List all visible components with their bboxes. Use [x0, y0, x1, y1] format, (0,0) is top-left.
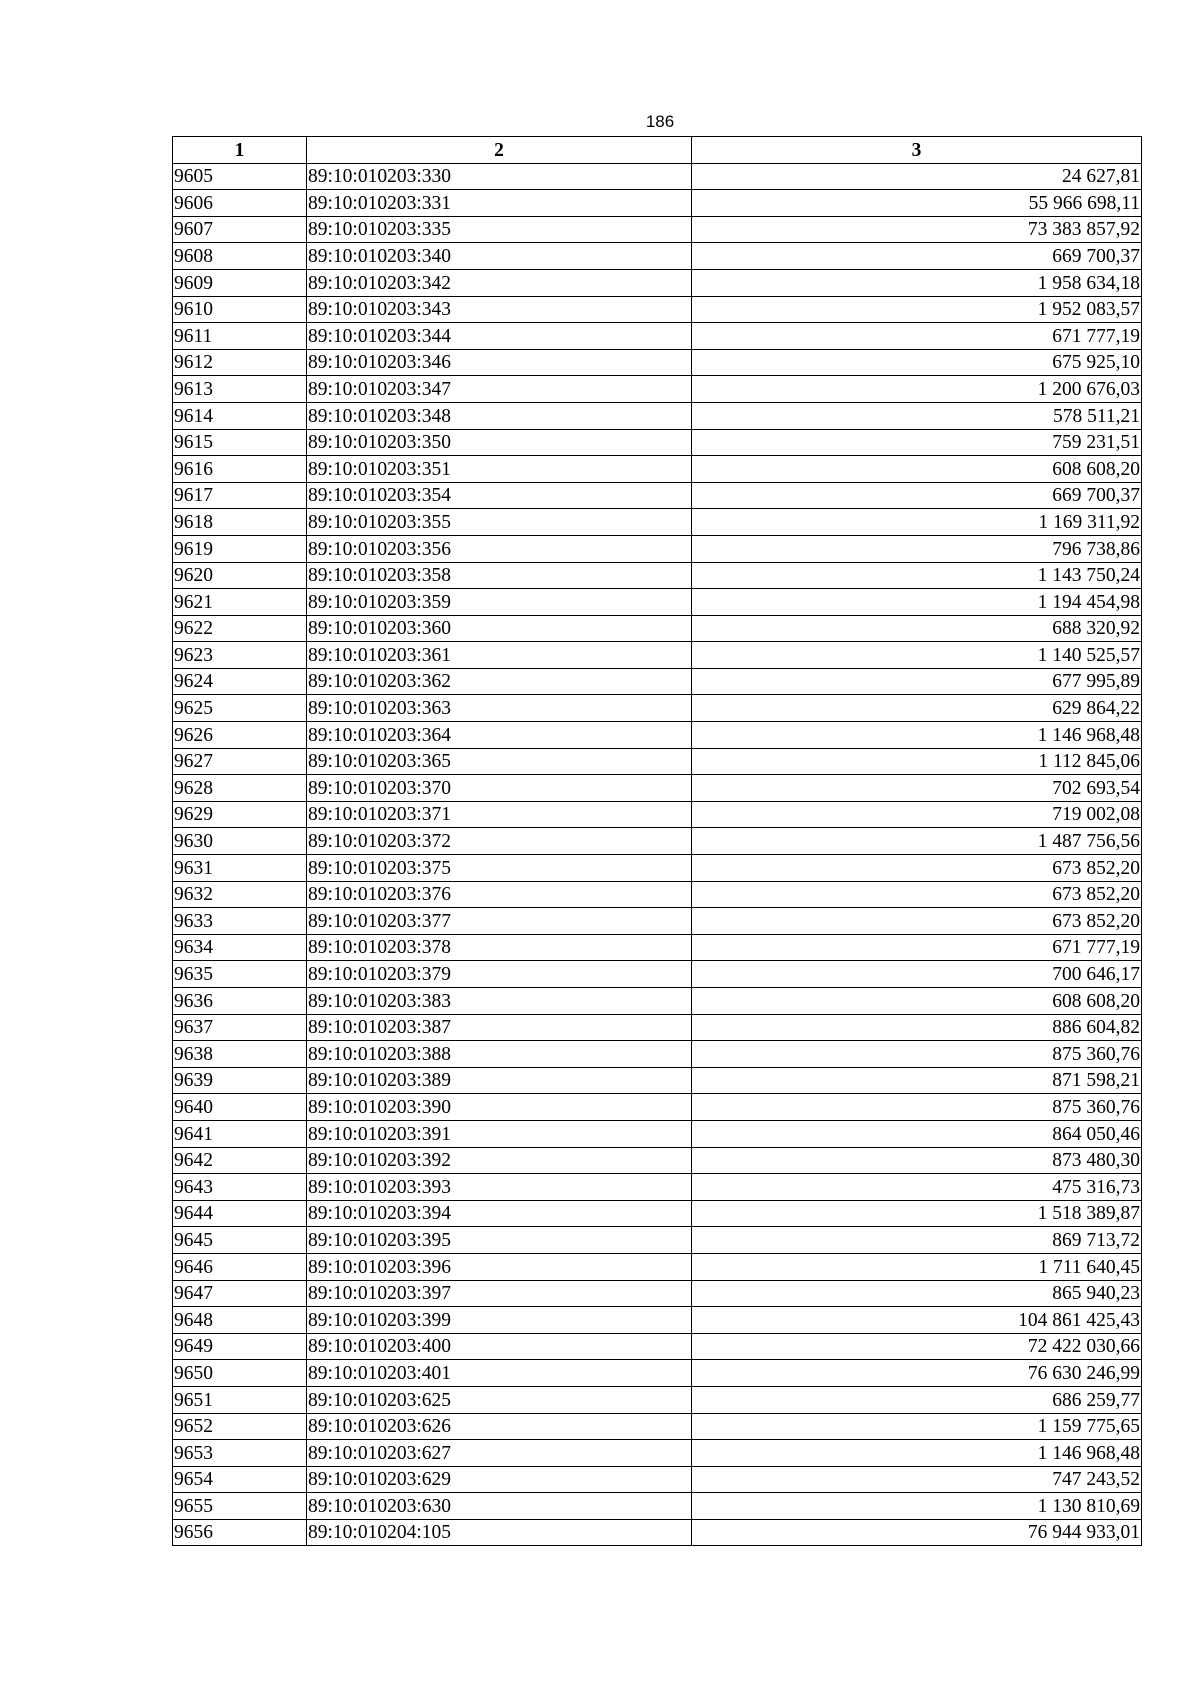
cadastral-number-cell: 89:10:010203:365	[307, 748, 692, 775]
row-number-cell: 9642	[173, 1147, 307, 1174]
row-number-cell: 9636	[173, 988, 307, 1015]
row-number-cell: 9608	[173, 243, 307, 270]
row-number-cell: 9647	[173, 1280, 307, 1307]
cadastral-number-cell: 89:10:010203:399	[307, 1307, 692, 1334]
table-row	[173, 642, 1142, 669]
table-row	[173, 1466, 1142, 1493]
row-number-cell: 9648	[173, 1307, 307, 1334]
cadastral-number-cell: 89:10:010203:626	[307, 1413, 692, 1440]
row-number-cell: 9643	[173, 1174, 307, 1201]
value-cell: 1 159 775,65	[692, 1413, 1142, 1440]
table-row	[173, 269, 1142, 296]
table-row	[173, 908, 1142, 935]
value-cell: 673 852,20	[692, 908, 1142, 935]
table-row	[173, 695, 1142, 722]
table-row	[173, 482, 1142, 509]
row-number-cell: 9637	[173, 1014, 307, 1041]
cadastral-number-cell: 89:10:010203:375	[307, 855, 692, 882]
cadastral-number-cell: 89:10:010203:393	[307, 1174, 692, 1201]
row-number-cell: 9606	[173, 190, 307, 217]
cadastral-number-cell: 89:10:010203:343	[307, 296, 692, 323]
table-row	[173, 1333, 1142, 1360]
table-row	[173, 1413, 1142, 1440]
row-number-cell: 9615	[173, 429, 307, 456]
cadastral-number-cell: 89:10:010203:394	[307, 1200, 692, 1227]
row-number-cell: 9629	[173, 801, 307, 828]
row-number-cell: 9656	[173, 1519, 307, 1546]
value-cell: 55 966 698,11	[692, 190, 1142, 217]
value-cell: 1 146 968,48	[692, 1440, 1142, 1467]
table-row	[173, 668, 1142, 695]
cadastral-number-cell: 89:10:010203:383	[307, 988, 692, 1015]
table-header	[173, 137, 1142, 164]
cadastral-number-cell: 89:10:010203:348	[307, 402, 692, 429]
value-cell: 700 646,17	[692, 961, 1142, 988]
value-cell: 1 169 311,92	[692, 509, 1142, 536]
data-table	[172, 136, 1142, 1546]
table-row	[173, 1440, 1142, 1467]
value-cell: 671 777,19	[692, 934, 1142, 961]
row-number-cell: 9638	[173, 1041, 307, 1068]
table-row	[173, 722, 1142, 749]
table-row	[173, 535, 1142, 562]
value-cell: 1 518 389,87	[692, 1200, 1142, 1227]
table-row	[173, 562, 1142, 589]
table-row	[173, 988, 1142, 1015]
table-row	[173, 748, 1142, 775]
row-number-cell: 9641	[173, 1120, 307, 1147]
cadastral-number-cell: 89:10:010203:354	[307, 482, 692, 509]
cadastral-number-cell: 89:10:010203:627	[307, 1440, 692, 1467]
cadastral-number-cell: 89:10:010203:400	[307, 1333, 692, 1360]
row-number-cell: 9610	[173, 296, 307, 323]
row-number-cell: 9640	[173, 1094, 307, 1121]
cadastral-number-cell: 89:10:010203:350	[307, 429, 692, 456]
row-number-cell: 9620	[173, 562, 307, 589]
table-row	[173, 376, 1142, 403]
value-cell: 865 940,23	[692, 1280, 1142, 1307]
row-number-cell: 9617	[173, 482, 307, 509]
cadastral-number-cell: 89:10:010203:371	[307, 801, 692, 828]
table-row	[173, 1280, 1142, 1307]
row-number-cell: 9605	[173, 163, 307, 190]
table-row	[173, 881, 1142, 908]
value-cell: 869 713,72	[692, 1227, 1142, 1254]
header-col-3: 3	[692, 137, 1142, 164]
cadastral-number-cell: 89:10:010203:376	[307, 881, 692, 908]
cadastral-number-cell: 89:10:010203:347	[307, 376, 692, 403]
cadastral-number-cell: 89:10:010203:390	[307, 1094, 692, 1121]
value-cell: 1 952 083,57	[692, 296, 1142, 323]
value-cell: 673 852,20	[692, 855, 1142, 882]
cadastral-number-cell: 89:10:010203:401	[307, 1360, 692, 1387]
value-cell: 702 693,54	[692, 775, 1142, 802]
table-row	[173, 828, 1142, 855]
cadastral-number-cell: 89:10:010203:391	[307, 1120, 692, 1147]
value-cell: 719 002,08	[692, 801, 1142, 828]
table-row	[173, 429, 1142, 456]
table-row	[173, 1253, 1142, 1280]
table-row	[173, 775, 1142, 802]
header-row	[173, 137, 1142, 164]
cadastral-number-cell: 89:10:010203:360	[307, 615, 692, 642]
row-number-cell: 9646	[173, 1253, 307, 1280]
cadastral-number-cell: 89:10:010203:378	[307, 934, 692, 961]
row-number-cell: 9639	[173, 1067, 307, 1094]
cadastral-number-cell: 89:10:010203:389	[307, 1067, 692, 1094]
cadastral-number-cell: 89:10:010203:342	[307, 269, 692, 296]
table-row	[173, 1094, 1142, 1121]
row-number-cell: 9634	[173, 934, 307, 961]
value-cell: 747 243,52	[692, 1466, 1142, 1493]
row-number-cell: 9623	[173, 642, 307, 669]
value-cell: 1 487 756,56	[692, 828, 1142, 855]
cadastral-number-cell: 89:10:010203:362	[307, 668, 692, 695]
header-col-1: 1	[173, 137, 307, 164]
table-row	[173, 961, 1142, 988]
value-cell: 875 360,76	[692, 1094, 1142, 1121]
row-number-cell: 9655	[173, 1493, 307, 1520]
table-row	[173, 1386, 1142, 1413]
row-number-cell: 9644	[173, 1200, 307, 1227]
value-cell: 1 200 676,03	[692, 376, 1142, 403]
value-cell: 76 630 246,99	[692, 1360, 1142, 1387]
table-row	[173, 1147, 1142, 1174]
value-cell: 73 383 857,92	[692, 216, 1142, 243]
table-row	[173, 1493, 1142, 1520]
row-number-cell: 9645	[173, 1227, 307, 1254]
value-cell: 673 852,20	[692, 881, 1142, 908]
value-cell: 1 194 454,98	[692, 589, 1142, 616]
table-row	[173, 615, 1142, 642]
row-number-cell: 9631	[173, 855, 307, 882]
cadastral-number-cell: 89:10:010203:625	[307, 1386, 692, 1413]
value-cell: 675 925,10	[692, 349, 1142, 376]
value-cell: 796 738,86	[692, 535, 1142, 562]
row-number-cell: 9630	[173, 828, 307, 855]
cadastral-number-cell: 89:10:010203:395	[307, 1227, 692, 1254]
table-row	[173, 509, 1142, 536]
cadastral-number-cell: 89:10:010203:629	[307, 1466, 692, 1493]
row-number-cell: 9607	[173, 216, 307, 243]
table-row	[173, 1307, 1142, 1334]
value-cell: 608 608,20	[692, 988, 1142, 1015]
row-number-cell: 9649	[173, 1333, 307, 1360]
row-number-cell: 9633	[173, 908, 307, 935]
table-row	[173, 243, 1142, 270]
row-number-cell: 9619	[173, 535, 307, 562]
row-number-cell: 9609	[173, 269, 307, 296]
value-cell: 875 360,76	[692, 1041, 1142, 1068]
header-col-2: 2	[307, 137, 692, 164]
table-row	[173, 296, 1142, 323]
table-row	[173, 1014, 1142, 1041]
cadastral-number-cell: 89:10:010203:364	[307, 722, 692, 749]
value-cell: 871 598,21	[692, 1067, 1142, 1094]
value-cell: 686 259,77	[692, 1386, 1142, 1413]
table-row	[173, 1067, 1142, 1094]
value-cell: 864 050,46	[692, 1120, 1142, 1147]
cadastral-number-cell: 89:10:010203:630	[307, 1493, 692, 1520]
table-row	[173, 1519, 1142, 1546]
value-cell: 629 864,22	[692, 695, 1142, 722]
cadastral-number-cell: 89:10:010203:331	[307, 190, 692, 217]
row-number-cell: 9651	[173, 1386, 307, 1413]
cadastral-number-cell: 89:10:010203:379	[307, 961, 692, 988]
value-cell: 669 700,37	[692, 482, 1142, 509]
table-row	[173, 216, 1142, 243]
cadastral-number-cell: 89:10:010203:363	[307, 695, 692, 722]
cadastral-number-cell: 89:10:010203:356	[307, 535, 692, 562]
row-number-cell: 9654	[173, 1466, 307, 1493]
row-number-cell: 9621	[173, 589, 307, 616]
page-number: 186	[645, 112, 675, 131]
table-row	[173, 163, 1142, 190]
cadastral-number-cell: 89:10:010203:370	[307, 775, 692, 802]
value-cell: 1 143 750,24	[692, 562, 1142, 589]
value-cell: 72 422 030,66	[692, 1333, 1142, 1360]
row-number-cell: 9627	[173, 748, 307, 775]
value-cell: 1 140 525,57	[692, 642, 1142, 669]
value-cell: 104 861 425,43	[692, 1307, 1142, 1334]
table-row	[173, 323, 1142, 350]
table-row	[173, 801, 1142, 828]
value-cell: 677 995,89	[692, 668, 1142, 695]
table-row	[173, 1227, 1142, 1254]
cadastral-number-cell: 89:10:010203:387	[307, 1014, 692, 1041]
value-cell: 669 700,37	[692, 243, 1142, 270]
cadastral-number-cell: 89:10:010203:397	[307, 1280, 692, 1307]
row-number-cell: 9625	[173, 695, 307, 722]
value-cell: 1 130 810,69	[692, 1493, 1142, 1520]
cadastral-number-cell: 89:10:010203:361	[307, 642, 692, 669]
cadastral-number-cell: 89:10:010204:105	[307, 1519, 692, 1546]
table-row	[173, 1360, 1142, 1387]
cadastral-number-cell: 89:10:010203:388	[307, 1041, 692, 1068]
cadastral-number-cell: 89:10:010203:359	[307, 589, 692, 616]
table-row	[173, 1041, 1142, 1068]
cadastral-number-cell: 89:10:010203:396	[307, 1253, 692, 1280]
cadastral-number-cell: 89:10:010203:335	[307, 216, 692, 243]
cadastral-number-cell: 89:10:010203:344	[307, 323, 692, 350]
row-number-cell: 9614	[173, 402, 307, 429]
row-number-cell: 9624	[173, 668, 307, 695]
row-number-cell: 9612	[173, 349, 307, 376]
row-number-cell: 9650	[173, 1360, 307, 1387]
row-number-cell: 9652	[173, 1413, 307, 1440]
value-cell: 76 944 933,01	[692, 1519, 1142, 1546]
value-cell: 688 320,92	[692, 615, 1142, 642]
cadastral-number-cell: 89:10:010203:346	[307, 349, 692, 376]
value-cell: 1 112 845,06	[692, 748, 1142, 775]
cadastral-number-cell: 89:10:010203:392	[307, 1147, 692, 1174]
table-row	[173, 456, 1142, 483]
row-number-cell: 9626	[173, 722, 307, 749]
table-row	[173, 855, 1142, 882]
cadastral-number-cell: 89:10:010203:358	[307, 562, 692, 589]
table-row	[173, 349, 1142, 376]
cadastral-number-cell: 89:10:010203:340	[307, 243, 692, 270]
row-number-cell: 9622	[173, 615, 307, 642]
cadastral-number-cell: 89:10:010203:372	[307, 828, 692, 855]
table-row	[173, 1200, 1142, 1227]
row-number-cell: 9616	[173, 456, 307, 483]
table-row	[173, 1120, 1142, 1147]
value-cell: 1 146 968,48	[692, 722, 1142, 749]
value-cell: 1 711 640,45	[692, 1253, 1142, 1280]
table-row	[173, 1174, 1142, 1201]
value-cell: 759 231,51	[692, 429, 1142, 456]
row-number-cell: 9628	[173, 775, 307, 802]
table-row	[173, 589, 1142, 616]
row-number-cell: 9618	[173, 509, 307, 536]
cadastral-number-cell: 89:10:010203:330	[307, 163, 692, 190]
row-number-cell: 9635	[173, 961, 307, 988]
row-number-cell: 9611	[173, 323, 307, 350]
value-cell: 671 777,19	[692, 323, 1142, 350]
value-cell: 886 604,82	[692, 1014, 1142, 1041]
value-cell: 1 958 634,18	[692, 269, 1142, 296]
cadastral-number-cell: 89:10:010203:355	[307, 509, 692, 536]
cadastral-number-cell: 89:10:010203:351	[307, 456, 692, 483]
table-row	[173, 402, 1142, 429]
table-row	[173, 190, 1142, 217]
row-number-cell: 9653	[173, 1440, 307, 1467]
table-body	[173, 163, 1142, 1546]
table-row	[173, 934, 1142, 961]
value-cell: 578 511,21	[692, 402, 1142, 429]
value-cell: 873 480,30	[692, 1147, 1142, 1174]
value-cell: 24 627,81	[692, 163, 1142, 190]
value-cell: 608 608,20	[692, 456, 1142, 483]
row-number-cell: 9613	[173, 376, 307, 403]
row-number-cell: 9632	[173, 881, 307, 908]
cadastral-number-cell: 89:10:010203:377	[307, 908, 692, 935]
value-cell: 475 316,73	[692, 1174, 1142, 1201]
